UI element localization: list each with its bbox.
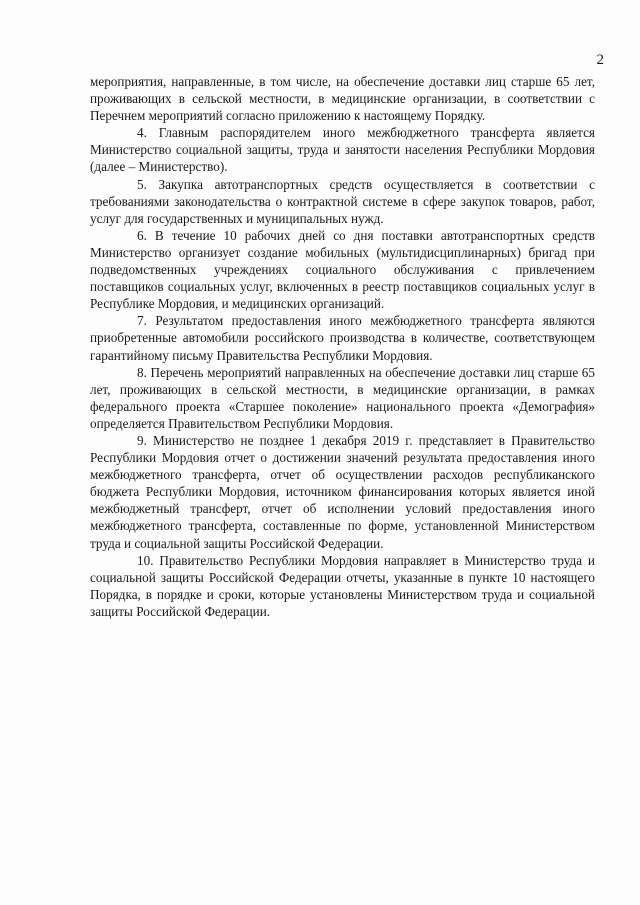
- paragraph-4: 4. Главным распорядителем иного межбюджетного трансферта является Министерство социальной защиты, труда и занятости населения Республики Мордовия (далее – Министерство).: [90, 125, 595, 175]
- paragraph-7: 7. Результатом предоставления иного межбюджетного трансферта являются приобретенные автомобили российского производства в количестве, соответствующем гарантийному письму Правительства Республики Мордовия.: [90, 313, 595, 363]
- paragraph-9: 9. Министерство не позднее 1 декабря 2019 г. представляет в Правительство Республики Мордовия отчет о достижении значений результата предоставления иного межбюджетного трансферта, отчет об осуществлении расходов республиканского бюджета Республики Мордовия, источником финансирования которых является иной межбюджетный трансферт, отчет об исполнении условий предоставления иного межбюджетного трансферта, составленные по форме, установленной Министерством труда и социальной защиты Российской Федерации.: [90, 432, 595, 551]
- document-body: [90, 73, 595, 620]
- page-number: 2: [596, 52, 604, 68]
- paragraph-10: 10. Правительство Республики Мордовия направляет в Министерство труда и социальной защиты Российской Федерации отчеты, указанные в пункте 10 настоящего Порядка, в порядке и сроки, которые установлены Министерством труда и социальной защиты Российской Федерации.: [90, 552, 595, 619]
- paragraph-continuation: мероприятия, направленные, в том числе, на обеспечение доставки лиц старше 65 лет, проживающих в сельской местности, в медицинские организации, в соответствии с Перечнем мероприятий согласно приложению к настоящему Порядку.: [90, 74, 595, 124]
- paragraph-5: 5. Закупка автотранспортных средств осуществляется в соответствии с требованиями законодательства о контрактной системе в сфере закупок товаров, работ, услуг для государственных и муниципальных нужд.: [90, 176, 595, 226]
- paragraph-8: 8. Перечень мероприятий направленных на обеспечение доставки лиц старше 65 лет, проживающих в сельской местности, в медицинские организации, в рамках федерального проекта «Старшее поколение» национального проекта «Демография» определяется Правительством Республики Мордовия.: [90, 364, 595, 431]
- paragraph-6: 6. В течение 10 рабочих дней со дня поставки автотранспортных средств Министерство организует создание мобильных (мультидисциплинарных) бригад при подведомственных учреждениях социального обслуживания с привлечением поставщиков социальных услуг, включенных в реестр поставщиков социальных услуг в Республике Мордовия, и медицинских организаций.: [90, 227, 595, 312]
